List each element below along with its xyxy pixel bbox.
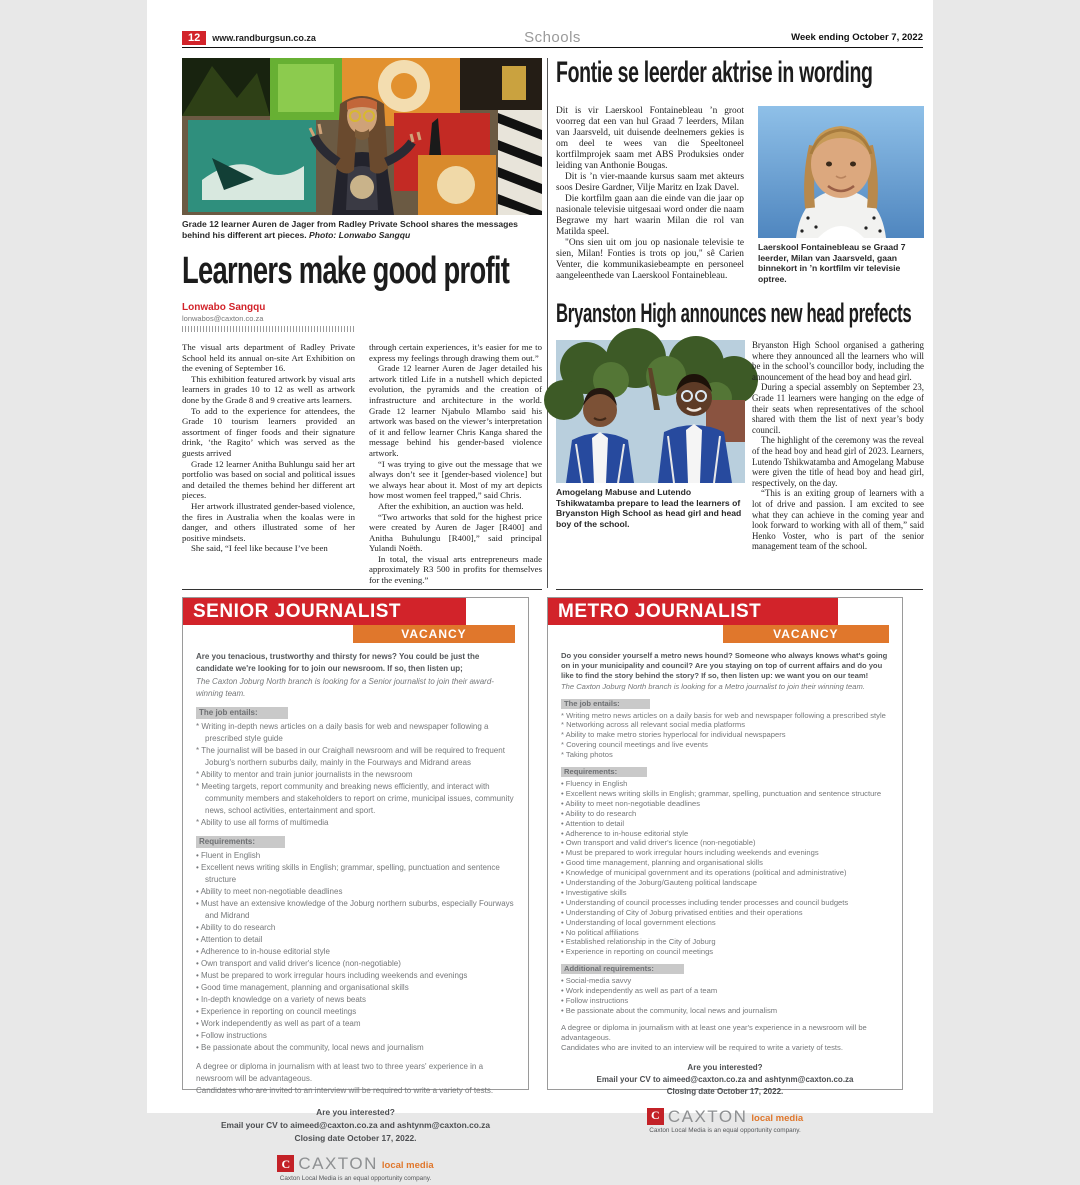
article-paragraph: Bryanston High School organised a gathering where they announced all the learners who will be in the school’s councillor body, including the announcement of the head boy and head girl. bbox=[752, 340, 924, 382]
email-line: Email your CV to aimeed@caxton.co.za and ashtynm@caxton.co.za bbox=[596, 1074, 854, 1084]
caxton-subbrand: local media bbox=[381, 1160, 434, 1171]
caxton-tagline: Caxton Local Media is an equal opportunity company. bbox=[279, 1175, 432, 1182]
metro-requirements-heading: Requirements: bbox=[561, 767, 647, 777]
column-divider bbox=[547, 58, 548, 588]
photo-credit: Photo: Lonwabo Sangqu bbox=[309, 229, 411, 240]
requirement-item: • Must be prepared to work irregular hours including weekends and evenings bbox=[561, 848, 819, 858]
metro-ad-title: METRO JOURNALIST bbox=[558, 600, 762, 622]
vacancy-label: VACANCY bbox=[773, 627, 839, 641]
section-title: Schools bbox=[524, 29, 581, 46]
requirement-item: • Investigative skills bbox=[561, 887, 627, 897]
requirement-item: • Knowledge of municipal government and its operations (political and administrative) bbox=[561, 868, 847, 878]
requirement-item: • Ability to do research bbox=[196, 923, 276, 932]
article-paragraph: “Two artworks that sold for the highest price were created by Auren de Jager [R400] and Anitha Buhulungu [R400],” said principal Yulandi Noëth. bbox=[369, 511, 542, 554]
bryanston-photo-caption: Amogelang Mabuse and Lutendo Tshikwatamba prepare to lead the learners of Bryanston High School as head girl and head boy of the school. bbox=[556, 487, 742, 529]
requirement-item: • Attention to detail bbox=[196, 935, 263, 944]
requirement-item: • In-depth knowledge on a variety of news beats bbox=[196, 995, 367, 1004]
caxton-logo-row bbox=[647, 1108, 803, 1125]
requirement-item: • No political affiliations bbox=[561, 927, 639, 937]
article-paragraph: Her artwork illustrated gender-based violence, the fires in Australia when the koalas were in danger, and others illustrated some of her positive mindsets. bbox=[182, 500, 355, 543]
learners-photo-caption bbox=[182, 219, 542, 240]
requirement-item: • Good time management, planning and organisational skills bbox=[561, 858, 763, 868]
article-paragraph: The visual arts department of Radley Private School held its annual on-site Art Exhibition on the evening of September 16. bbox=[182, 342, 355, 374]
senior-journalist-ad bbox=[182, 597, 529, 1182]
metro-entails-list bbox=[561, 711, 889, 761]
senior-outro-2: Candidates who are invited to an interview will be required to write a variety of tests. bbox=[196, 1086, 494, 1095]
metro-requirements-list bbox=[561, 779, 889, 957]
byline-divider bbox=[182, 326, 355, 332]
metro-outro-2: Candidates who are invited to an interview will be required to write a variety of tests. bbox=[561, 1042, 843, 1052]
additional-requirement-item: • Follow instructions bbox=[561, 996, 629, 1005]
caption-text: Grade 12 learner Auren de Jager from Radley Private School shares the messages behind his different art pieces. bbox=[182, 219, 518, 240]
article-paragraph: "Ons sien uit om jou op nasionale televisie te sien, Milan! Fonties is trots op jou," sê Carien Venter, die kommunikasiebeampte en personeel aangeleenthede van Laerskool Fontainebleau. bbox=[556, 238, 744, 281]
caxton-brand: CAXTON bbox=[298, 1154, 378, 1173]
requirement-item: • Understanding of City of Joburg privatised entities and their operations bbox=[561, 907, 803, 917]
bryanston-article bbox=[556, 340, 924, 552]
requirement-item: • Excellent news writing skills in English; grammar, spelling, punctuation and sentence structure bbox=[196, 863, 500, 884]
learners-body bbox=[182, 342, 542, 586]
caxton-logo bbox=[561, 1108, 889, 1136]
article-paragraph: Grade 12 learner Anitha Buhlungu said her art portfolio was based on social and political issues and detailed the themes behind her different art pieces. bbox=[182, 458, 355, 501]
senior-ad-title: SENIOR JOURNALIST bbox=[193, 600, 402, 622]
job-entails-item: * Ability to use all forms of multimedia bbox=[196, 818, 329, 827]
art-exhibition-photo bbox=[182, 58, 542, 215]
metro-intro: Do you consider yourself a metro news hound? Someone who always knows what's going on in your municipality and council? Are you staying on top of current affairs and do you like to find the story behind the story? If so, then listen up: we want you on our team! bbox=[561, 651, 888, 680]
metro-vacancy-bar bbox=[723, 625, 889, 643]
requirement-item: • Understanding of the Joburg/Gauteng political landscape bbox=[561, 878, 758, 888]
article-paragraph: Dit is ’n vier-maande kursus saam met akteurs soos Desire Gardner, Vilje Maritz en Izak Davel. bbox=[556, 172, 744, 193]
horizontal-rule bbox=[182, 589, 542, 590]
fontie-headline bbox=[556, 56, 924, 94]
article-paragraph: Die kortfilm gaan aan die einde van die jaar op nasionale televisie uitgesaai word onder die naam Begrawe my hart waarin Milan die rol van Matilda speel. bbox=[556, 194, 744, 237]
article-paragraph: In total, the visual arts entrepreneurs made approximately R3 500 in profits for themselves for the evening.” bbox=[369, 553, 542, 586]
byline-email: lonwabos@caxton.co.za bbox=[182, 314, 264, 323]
headline-text: Fontie se leerder aktrise in wording bbox=[556, 56, 873, 89]
job-entails-item: * Networking across all relevant social media platforms bbox=[561, 720, 746, 730]
right-articles bbox=[556, 56, 924, 588]
additional-requirement-item: • Work independently as well as part of a team bbox=[561, 986, 718, 996]
newspaper-page bbox=[147, 0, 933, 1182]
job-entails-item: * Taking photos bbox=[561, 750, 613, 760]
requirement-item: • Established relationship in the City of Joburg bbox=[561, 937, 716, 947]
job-entails-item: * The journalist will be based in our Craighall newsroom and will be required to frequent Joburg's northern suburbs daily, mainly in the Fourways and Midrand areas bbox=[196, 746, 505, 767]
headline-text: Learners make good profit bbox=[182, 250, 510, 292]
job-entails-item: * Covering council meetings and live events bbox=[561, 740, 708, 750]
closing-date: Closing date October 17, 2022. bbox=[666, 1086, 784, 1096]
requirement-item: • Adherence to in-house editorial style bbox=[196, 947, 330, 956]
page-number-badge: 12 bbox=[182, 31, 206, 45]
head-prefects-photo bbox=[556, 340, 745, 483]
requirement-item: • Ability to meet non-negotiable deadlines bbox=[196, 887, 343, 896]
requirement-item: • Must have an extensive knowledge of the Joburg northern suburbs, especially Fourways and Midrand bbox=[196, 899, 514, 920]
bryanston-body bbox=[752, 340, 924, 552]
closing-date: Closing date October 17, 2022. bbox=[294, 1133, 417, 1143]
metro-ad-titlebar bbox=[548, 598, 838, 625]
senior-entails-list bbox=[196, 721, 515, 829]
requirement-item: • Fluency in English bbox=[561, 778, 628, 788]
job-entails-item: * Ability to mentor and train junior journalists in the newsroom bbox=[196, 770, 413, 779]
senior-outro-1: A degree or diploma in journalism with at least two to three years' experience in a newsroom will be advantageous. bbox=[196, 1062, 484, 1083]
senior-ad-titlebar bbox=[183, 598, 466, 625]
milan-portrait-photo bbox=[758, 106, 924, 238]
metro-outro-1: A degree or diploma in journalism with at least one year's experience in a newsroom will be advantageous. bbox=[561, 1022, 867, 1042]
article-paragraph: During a special assembly on September 23, Grade 11 learners were hanging on the edge of their seats when representatives of the school shared with them the list of next year’s body council. bbox=[752, 382, 924, 435]
interested-heading: Are you interested? bbox=[687, 1062, 763, 1072]
senior-vacancy-bar bbox=[353, 625, 515, 643]
byline-author: Lonwabo Sangqu bbox=[182, 302, 266, 313]
senior-cta bbox=[196, 1106, 515, 1145]
fontie-photo-caption: Laerskool Fontainebleau se Graad 7 leerder, Milan van Jaarsveld, gaan binnekort in ’n kortfilm vir televisie optree. bbox=[758, 242, 906, 284]
horizontal-rule bbox=[556, 589, 923, 590]
additional-requirement-item: • Be passionate about the community, local news and journalism bbox=[561, 1005, 778, 1015]
learners-column-2 bbox=[369, 342, 542, 586]
requirement-item: • Follow instructions bbox=[196, 1031, 267, 1040]
bryanston-photo-column bbox=[556, 340, 745, 552]
senior-intro: Are you tenacious, trustworthy and thirsty for news? You could be just the candidate we're looking for to join our newsroom. If so, then listen up; bbox=[196, 652, 480, 673]
caxton-logo-row bbox=[277, 1155, 433, 1172]
requirement-item: • Understanding of council processes including tender processes and council budgets bbox=[561, 897, 849, 907]
metro-intro-italic: The Caxton Joburg North branch is looking for a Metro journalist to join their winning team. bbox=[561, 681, 865, 691]
article-paragraph: Dit is vir Laerskool Fontainebleau ’n groot voorreg dat een van hul Graad 7 leerders, Milan van Jaarsveld, uit duisende deelnemers gekies is om deel te wees van die Speeltoneel kortfilmprojek saam met ABS Produksies onder leiding van Anthonie Bougas. bbox=[556, 106, 744, 171]
article-paragraph: “This is an exiting group of learners with a lot of drive and passion. I am excited to see what they can achieve in the coming year and look forward to working with all of them,” said Henko Voster, who is part of the senior management team of the school. bbox=[752, 488, 924, 552]
caxton-brand: CAXTON bbox=[667, 1106, 748, 1126]
requirement-item: • Work independently as well as part of a team bbox=[196, 1019, 361, 1028]
learners-article bbox=[182, 58, 542, 588]
email-line: Email your CV to aimeed@caxton.co.za and ashtynm@caxton.co.za bbox=[220, 1120, 491, 1130]
requirement-item: • Attention to detail bbox=[561, 818, 625, 828]
requirement-item: • Fluent in English bbox=[196, 851, 261, 860]
fontie-article bbox=[556, 106, 924, 284]
article-paragraph: This exhibition featured artwork by visual arts learners in grades 10 to 12 as well as artwork done by the Grade 8 and 9 creative arts learners. bbox=[182, 373, 355, 405]
metro-additional-heading: Additional requirements: bbox=[561, 964, 684, 974]
requirement-item: • Own transport and valid driver's licence (non-negotiable) bbox=[561, 838, 756, 848]
job-entails-item: * Writing metro news articles on a daily basis for web and newspaper following a prescribed style bbox=[561, 710, 886, 720]
fontie-body bbox=[556, 106, 752, 284]
caxton-logo-icon: C bbox=[277, 1155, 294, 1172]
requirement-item: • Good time management, planning and organisational skills bbox=[196, 983, 409, 992]
requirement-item: • Experience in reporting on council meetings bbox=[196, 1007, 357, 1016]
requirement-item: • Ability to meet non-negotiable deadlines bbox=[561, 798, 701, 808]
senior-ad-body bbox=[183, 643, 528, 1185]
article-paragraph: Grade 12 learner Auren de Jager detailed his artwork titled Life in a nutshell which depicted evolution, the pyramids and the creation of infrastructure and architecture in the world. Grade 12 learner Njabulo Mlambo said his artwork was based on the viewer’s interpretation of it and fellow learner Chris Kanga shared the message behind his gender-based violence artwork. bbox=[369, 363, 542, 458]
job-entails-item: * Ability to make metro stories hyperlocal for individual newspapers bbox=[561, 730, 786, 740]
caxton-logo-icon: C bbox=[647, 1108, 664, 1125]
requirement-item: • Own transport and valid driver's licence (non-negotiable) bbox=[196, 959, 401, 968]
job-entails-item: * Meeting targets, report community and breaking news efficiently, and interact with community members and stakeholders to report on crime, municipal issues, community news, school activities, entertainment and sport. bbox=[196, 782, 514, 815]
article-paragraph: “I was trying to give out the message that we always don’t see it [gender-based violence] but we always hear about it. Most of my art depicts how most women feel trapped,” said Chris. bbox=[369, 458, 542, 501]
article-paragraph: She said, “I feel like because I’ve been bbox=[191, 543, 328, 554]
metro-additional-list bbox=[561, 976, 889, 1016]
article-paragraph: To add to the experience for attendees, the Grade 10 tourism learners provided an assortment of finger foods and their signature drink, ‘the Ragito’ which was served as the guests arrived bbox=[182, 405, 355, 458]
caxton-logo bbox=[196, 1155, 515, 1185]
article-paragraph: The highlight of the ceremony was the reveal of the head boy and head girl of 2023. Learners, Lutendo Tshikwatamba and Amogelang Mabuse were given the title of head boy and head girl, respectively, on the day. bbox=[752, 435, 924, 488]
caxton-tagline: Caxton Local Media is an equal opportunity company. bbox=[649, 1126, 801, 1134]
metro-ad-body bbox=[548, 643, 902, 1135]
requirement-item: • Be passionate about the community, local news and journalism bbox=[196, 1043, 424, 1052]
requirement-item: • Must be prepared to work irregular hours including weekends and evenings bbox=[196, 971, 468, 980]
senior-intro-italic: The Caxton Joburg North branch is looking for a Senior journalist to join their award-winning team. bbox=[196, 677, 494, 698]
metro-journalist-ad bbox=[547, 597, 903, 1134]
article-paragraph: through certain experiences, it’s easier for me to express my feelings through drawing them out.” bbox=[369, 342, 542, 363]
article-paragraph: After the exhibition, an auction was held. bbox=[378, 500, 524, 511]
metro-cta bbox=[561, 1062, 889, 1098]
senior-requirements-heading: Requirements: bbox=[196, 836, 285, 848]
senior-entails-heading: The job entails: bbox=[196, 707, 288, 719]
metro-entails-heading: The job entails: bbox=[561, 699, 650, 709]
requirement-item: • Understanding of local government elections bbox=[561, 917, 716, 927]
fontie-photo-column bbox=[758, 106, 924, 284]
masthead bbox=[182, 28, 923, 48]
interested-heading: Are you interested? bbox=[316, 1107, 395, 1117]
learners-headline bbox=[182, 250, 542, 294]
senior-requirements-list bbox=[196, 850, 515, 1054]
website-url: www.randburgsun.co.za bbox=[212, 32, 316, 43]
caxton-subbrand: local media bbox=[751, 1112, 804, 1124]
requirement-item: • Ability to do research bbox=[561, 808, 637, 818]
requirement-item: • Experience in reporting on council meetings bbox=[561, 947, 714, 957]
requirement-item: • Excellent news writing skills in English; grammar, spelling, punctuation and sentence structure bbox=[561, 788, 882, 798]
requirement-item: • Adherence to in-house editorial style bbox=[561, 828, 689, 838]
headline-text: Bryanston High announces new head prefects bbox=[556, 298, 912, 328]
edition-date: Week ending October 7, 2022 bbox=[791, 32, 923, 43]
byline-block bbox=[182, 302, 355, 332]
additional-requirement-item: • Social-media savvy bbox=[561, 976, 632, 986]
learners-column-1 bbox=[182, 342, 355, 586]
job-entails-item: * Writing in-depth news articles on a daily basis for web and newspaper following a prescribed style guide bbox=[196, 722, 489, 743]
bryanston-headline bbox=[556, 298, 924, 332]
vacancy-label: VACANCY bbox=[401, 627, 467, 641]
